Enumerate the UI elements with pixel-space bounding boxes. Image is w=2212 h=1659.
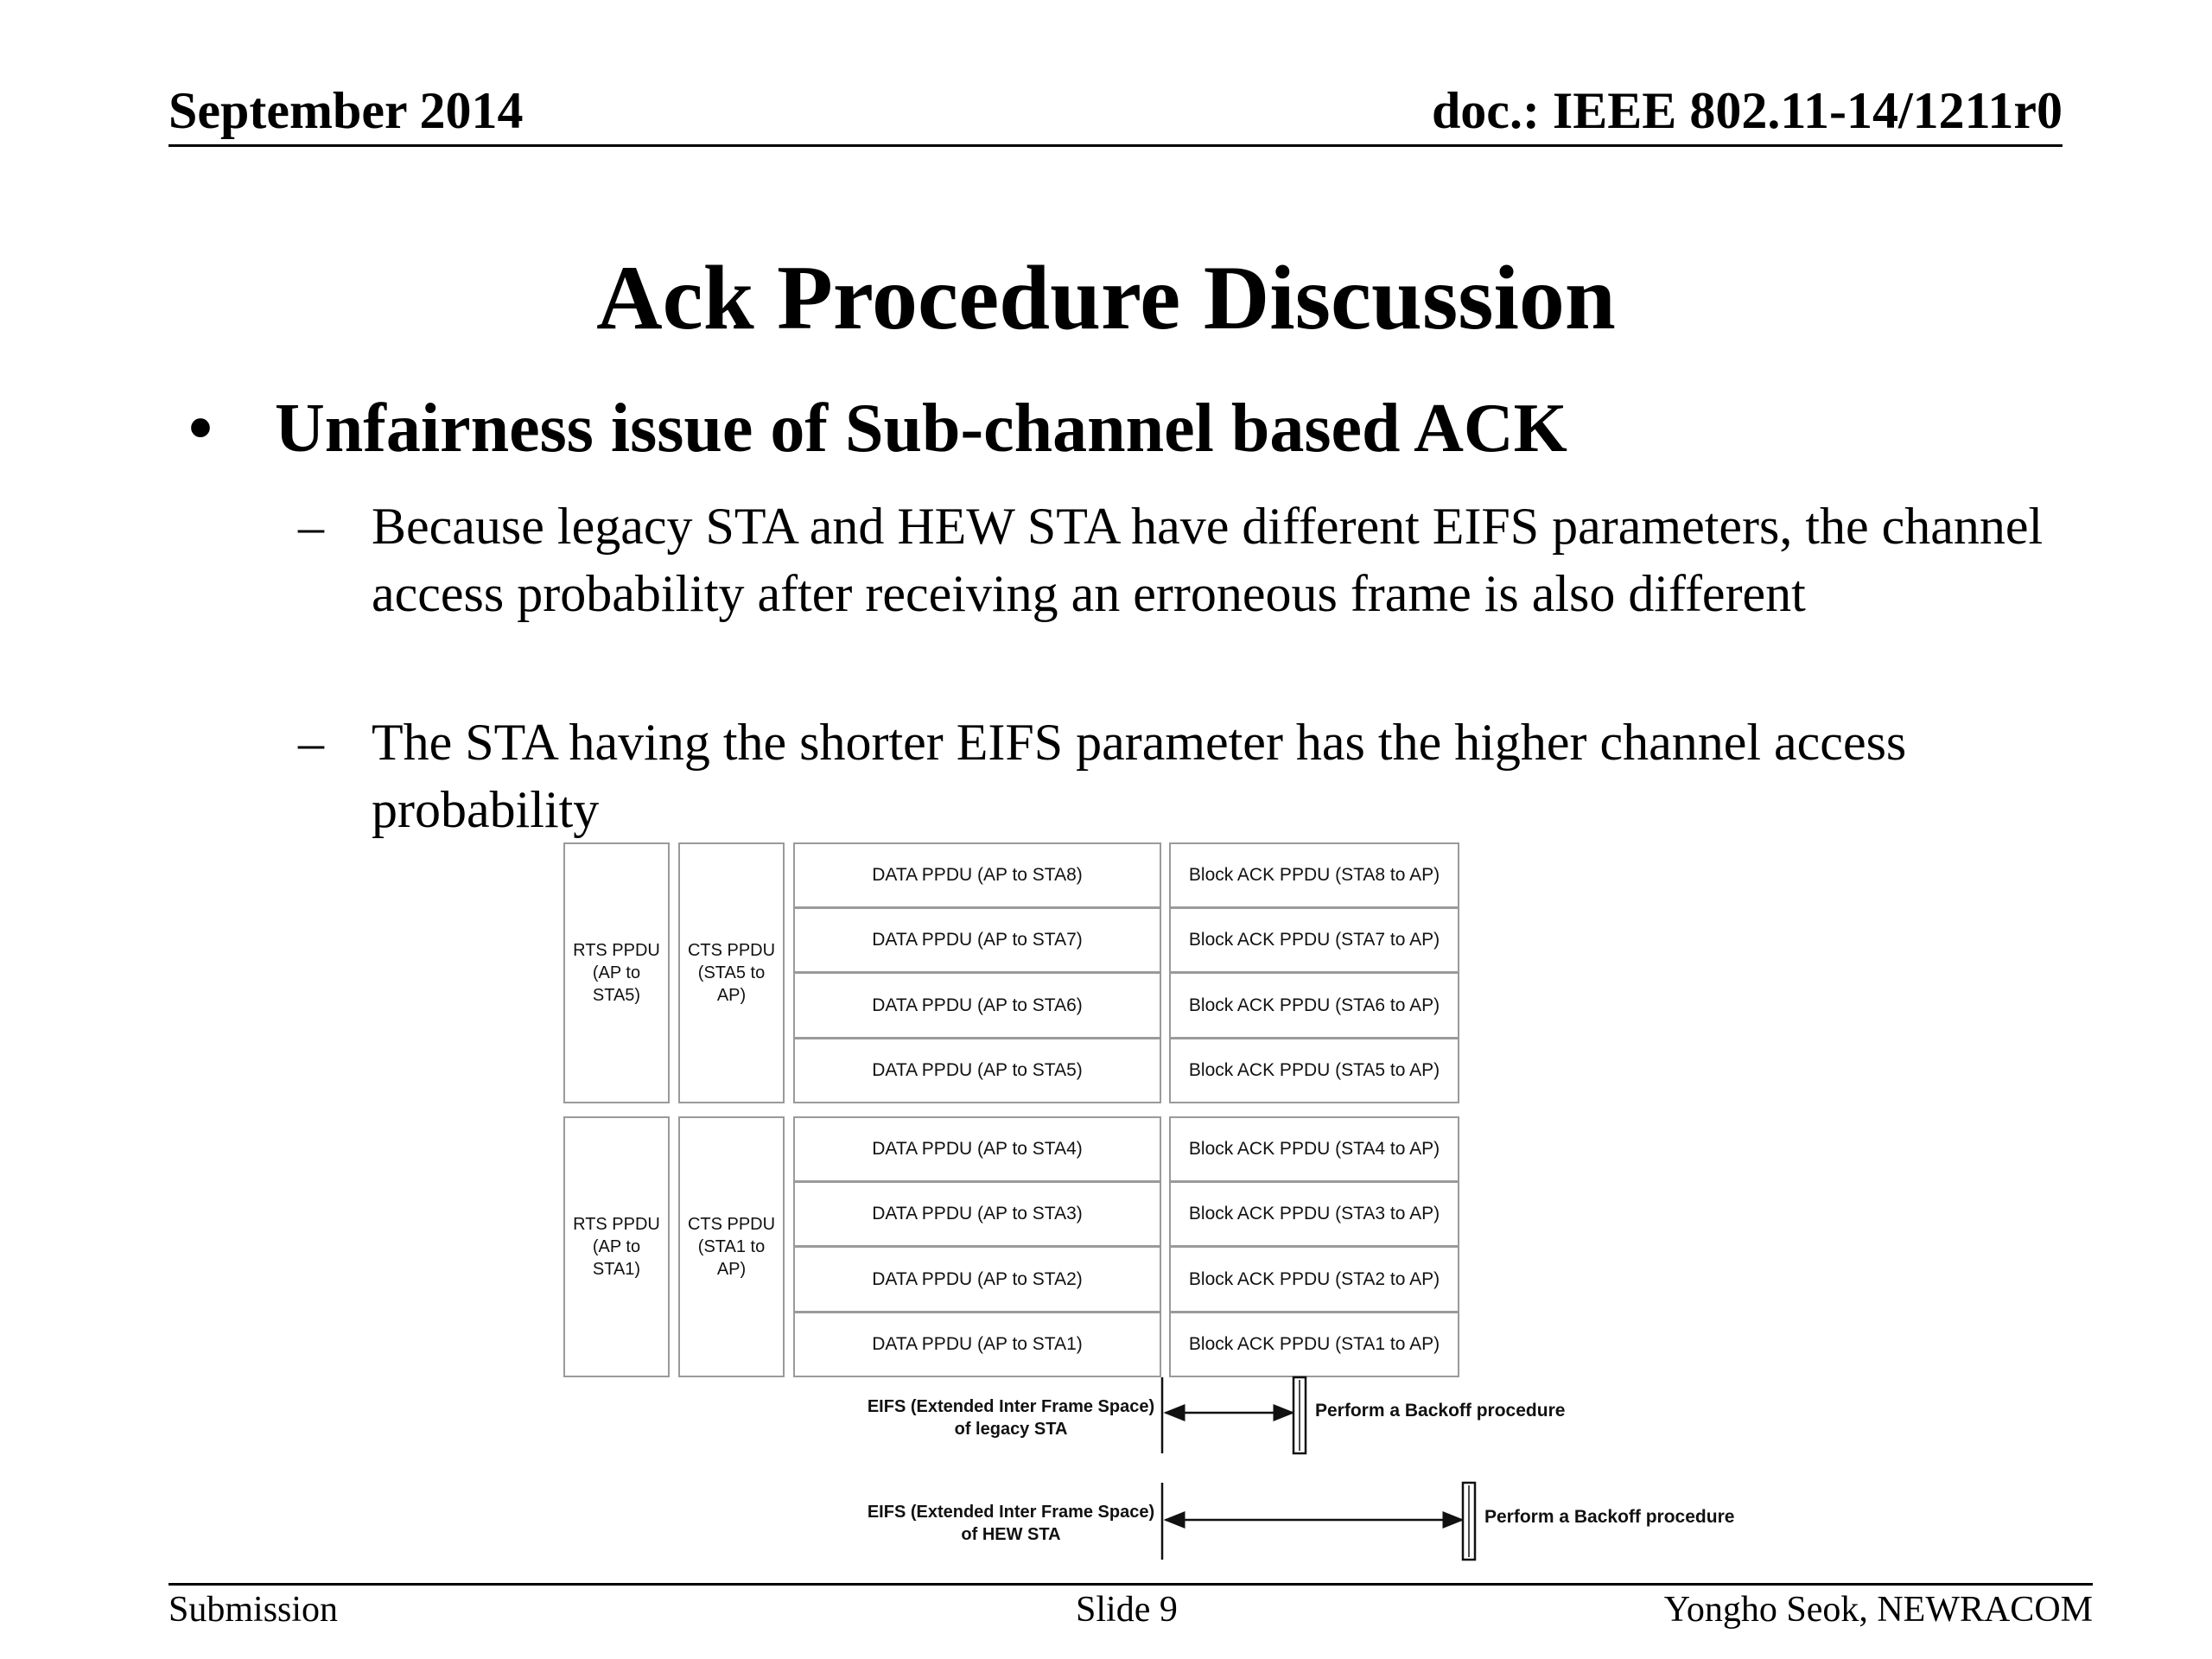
block-ack-cell: Block ACK PPDU (STA8 to AP) <box>1169 842 1459 908</box>
block-ack-cell: Block ACK PPDU (STA7 to AP) <box>1169 907 1459 973</box>
block-ack-cell: Block ACK PPDU (STA2 to AP) <box>1169 1246 1459 1313</box>
block-ack-cell: Block ACK PPDU (STA1 to AP) <box>1169 1312 1459 1377</box>
cts-ppdu-block: CTS PPDU (STA1 to AP) <box>678 1116 785 1377</box>
data-ppdu-cell: DATA PPDU (AP to STA3) <box>793 1181 1161 1247</box>
data-ppdu-cell: DATA PPDU (AP to STA7) <box>793 907 1161 973</box>
footer-slide-number: Slide 9 <box>1076 1590 1178 1630</box>
header-rule <box>168 144 2063 147</box>
data-ppdu-cell: DATA PPDU (AP to STA1) <box>793 1312 1161 1377</box>
rts-ppdu-block: RTS PPDU (AP to STA5) <box>563 842 670 1103</box>
backoff-label-legacy: Perform a Backoff procedure <box>1315 1401 1566 1421</box>
sub-bullet-marker: – <box>298 498 324 555</box>
bullet-marker: • <box>188 391 213 467</box>
block-ack-cell: Block ACK PPDU (STA3 to AP) <box>1169 1181 1459 1247</box>
block-ack-cell: Block ACK PPDU (STA5 to AP) <box>1169 1038 1459 1103</box>
backoff-slot-hew <box>1463 1483 1475 1560</box>
sub-bullet-1: Because legacy STA and HEW STA have different EIFS parameters, the channel access probability after receiving an erroneous frame is also different <box>372 498 2044 622</box>
footer-rule <box>168 1583 2093 1586</box>
bullet-heading: Unfairness issue of Sub-channel based ACK <box>275 391 1567 467</box>
header-doc-id: doc.: IEEE 802.11-14/1211r0 <box>1431 82 2063 139</box>
data-ppdu-cell: DATA PPDU (AP to STA2) <box>793 1246 1161 1313</box>
block-ack-cell: Block ACK PPDU (STA4 to AP) <box>1169 1116 1459 1182</box>
eifs-legacy-label: EIFS (Extended Inter Frame Space) of legacy STA <box>867 1397 1155 1439</box>
sub-bullet-marker: – <box>298 714 324 771</box>
slide-title: Ack Procedure Discussion <box>596 247 1616 348</box>
footer-submission: Submission <box>168 1590 339 1630</box>
footer-author: Yongho Seok, NEWRACOM <box>1663 1590 2093 1630</box>
data-ppdu-cell: DATA PPDU (AP to STA8) <box>793 842 1161 908</box>
backoff-label-hew: Perform a Backoff procedure <box>1484 1507 1735 1527</box>
data-ppdu-cell: DATA PPDU (AP to STA4) <box>793 1116 1161 1182</box>
block-ack-cell: Block ACK PPDU (STA6 to AP) <box>1169 972 1459 1039</box>
sub-bullet-2: The STA having the shorter EIFS parameter has the higher channel access probability <box>372 714 1907 838</box>
backoff-slot-legacy <box>1294 1377 1306 1453</box>
data-ppdu-cell: DATA PPDU (AP to STA6) <box>793 972 1161 1039</box>
header-date: September 2014 <box>168 82 524 139</box>
eifs-hew-label: EIFS (Extended Inter Frame Space) of HEW STA <box>867 1503 1155 1544</box>
rts-ppdu-block: RTS PPDU (AP to STA1) <box>563 1116 670 1377</box>
data-ppdu-cell: DATA PPDU (AP to STA5) <box>793 1038 1161 1103</box>
cts-ppdu-block: CTS PPDU (STA5 to AP) <box>678 842 785 1103</box>
